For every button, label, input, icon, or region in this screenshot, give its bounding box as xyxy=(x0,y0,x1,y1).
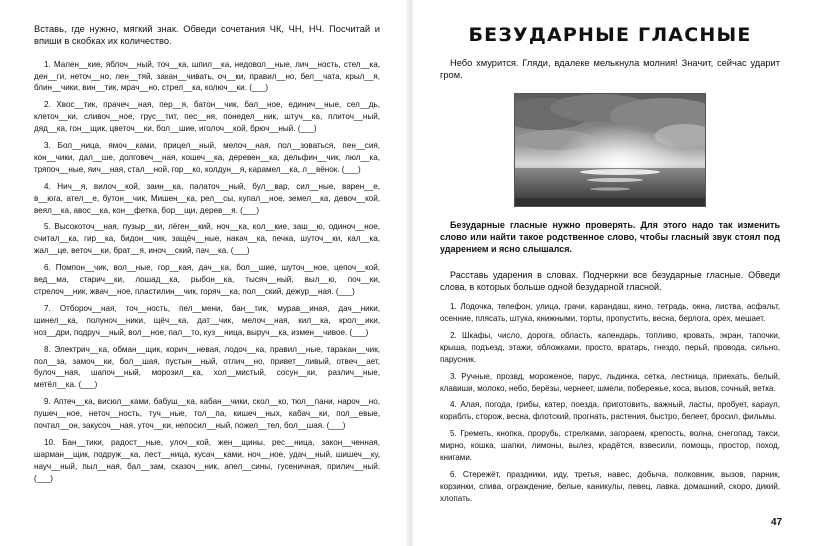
right-exercise-4: 4. Алая, погода, грибы, катер, поезда, приготовить, важный, ласты, пробует, караул, кораблъ, сторож, весна, флотский, прогнать, растения, быстро, белеет, бросил, фильмы. xyxy=(440,400,780,422)
exercise-9: 9. Аптеч__ка, висюл__ками, бабуш__ка, кабан__чики, скол__ко, тюл__пани, нароч__но, пушеч__ное, неточ__ность, туч__ные, тол__па, кишеч__ных, кабач__ки, пол__евые, почтал__он, закусоч__ная, уточ__ки, непосил__ный, пожел__тел, бол__шая. (___) xyxy=(34,397,380,431)
exercise-3: 3. Бол__ница, ямоч__ками, прицел__ный, мелоч__ная, пол__зоваться, пен__сия, кон__чики, дал__ше, долговеч__ная, кошеч__ка, деревен__ка, дельфин__чик, люл__ка, тряпоч__ные, яич__ная, стал__ной, гор__ко, колдун__я, карамел__ка, л__вёнок. (___) xyxy=(34,141,380,174)
rule-text: Безударные гласные нужно проверять. Для этого надо так изменить слово или найти такое родственное слово, чтобы гласный звук стоял под ударением и ясно слышался. xyxy=(440,219,780,255)
right-exercise-1: 1. Лодочка, телефон, улица, грачи, карандаш, кино, тетрадь, окна, листва, асфальт, осенние, плясать, штука, книжными, торты, пропустить, весна, берлога, орех, мешает. xyxy=(440,302,780,323)
right-exercise-2: 2. Шкафы, число, дорога, область, календарь, топливо, кровать, экран, тапочки, крыша, подъезд, этажи, обложками, просто, вратарь, гнездо, перьй, провода, сильно, парусник. xyxy=(440,330,780,364)
exercise-1: 1. Мален__кие, яблоч__ный, точ__ка, шпил__ка, недовол__ные, лич__ность, стел__ка, ден__ги, неточ__но, лен__тяй, закан__чивать, оч__ки, правил__но, бел__чата, крыл__я, блин__чики, вин__тик, мрач__но, стрел__ка, колюч__ки. (___) xyxy=(34,59,380,93)
book-gutter xyxy=(405,0,415,546)
exercise-10: 10. Бан__тики, радост__ные, улоч__кой, жен__щины, рес__ница, закон__ченная, шарман__щик, подруж__ка, лест__ница, кусач__ками, ноч__ное, удач__ный, шишеч__ку, науч__ный, пыл__ная, бал__зам, сказоч__ник, апел__сины, гусеничная, прилич__ный. (___) xyxy=(34,437,380,483)
page-number: 47 xyxy=(771,517,783,528)
left-page-content xyxy=(34,24,380,490)
right-exercise-3: 3. Ручные, прозвд, мороженое, парус, льдинка, сетка, лестница, приехать, белый, клавиши, молоко, небо, берёзы, чернеет, шмели, побережье, коса, вызов, сочный, ветка. xyxy=(440,371,780,393)
exercise-4: 4. Нич__я, вилоч__кой, заин__ка, палаточ__ный, бул__вар, сил__ные, варен__е, в__юга, ател__е, бутон__чик, Мишен__ка, рел__сы, купал__ное, земел__ка, девоч__кой, веял__ка, авос__ка, кон__фетка, бор__щи, дерев__я. (___) xyxy=(34,181,380,215)
right-exercise-5: 5. Греметь, кнопка, прорубь, стрелками, загораем, крепость, волна, снегопад, такси, мирно, кошка, шапки, лимоны, вылез, крадётся, взвесили, помощь, простор, поход, книгами. xyxy=(440,429,780,463)
right-page-content xyxy=(440,24,780,510)
story-text: Небо хмурится. Гляди, вдалеке мелькнула молния! Значит, сейчас ударит гром. xyxy=(440,58,780,80)
exercise-2: 2. Хвос__тик, прачеч__ная, пер__я, батон__чик, бал__ное, единич__ные, сел__дь, клеточ__ки, сливоч__ное, груc__тит, пес__ня, понедел__ник, штуч__ка, плиточ__ный, дяд__ка, гон__щик, цветоч__ки, бол__шие, иголоч__кой, брюч__ный. (___) xyxy=(34,100,380,134)
right-exercise-6: 6. Стережёт, праздники, иду, третья, навес, добыча, полковник, вызов, парник, корзинки, слива, ограждение, белые, каникулы, певец, лавка, домашний, скоро, дикий, хлопать. xyxy=(440,469,780,503)
exercise-8: 8. Электрич__ка, обман__щик, корич__невая, лодоч__ка, правил__ные, таракан__чик, пол__за, замоч__ки, бол__шая, пустын__ный, отлич__но, привет__ливый, отвеч__ает, булоч__ная, шапоч__ный, морозил__ка, хол__мистый, сосун__ки, различ__ные, метёл__ка. (___) xyxy=(34,344,380,390)
left-instruction: Вставь, где нужно, мягкий знак. Обведи сочетания ЧК, ЧН, НЧ. Посчитай и впиши в скобках их количество. xyxy=(34,24,380,46)
exercise-5: 5. Высокоточ__ная, пузыр__ки, лёген__кий, ноч__ка, кол__кие, заш__ю, одиноч__ное, считал__ка, гир__ка, бидон__чик, защёч__ные, накач__ка, печка, шуточ__ки, кал__ка, жал__це, веточ__ки, брат__я, иноч__ский, пач__ка. (___) xyxy=(34,222,380,256)
exercise-6: 6. Помпон__чик, вол__ные, гор__кая, дач__ка, бол__шие, шуточ__ное, цепоч__кой, вед__ма, старич__ки, лошад__ка, рыбон__ка, тысяч__ный, выл__ю, поч__ки, стрелоч__ник, жвач__ное, пластилин__чик, горяч__ка, пол__ский, дежур__ная. (___) xyxy=(34,263,380,296)
section-title: БЕЗУДАРНЫЕ ГЛАСНЫЕ xyxy=(468,24,752,46)
stormy-sea-photo xyxy=(514,93,706,207)
exercise-7: 7. Отбороч__ная, точ__ность, пел__мени, бан__тик, мурав__иная, дач__ники, шинел__ка, полуноч__ники, щёч__ка, дат__чик, мелоч__ная, кил__ка, крол__ики, ноз__дри, подруч__ный, вол__ное, пал__то, куз__ница, выруч__ка, измен__чивое. (___) xyxy=(34,303,380,337)
task-instruction: Расставь ударения в словах. Подчеркни все безударные гласные. Обведи слова, в которых больше одной безударной гласной. xyxy=(440,270,780,293)
